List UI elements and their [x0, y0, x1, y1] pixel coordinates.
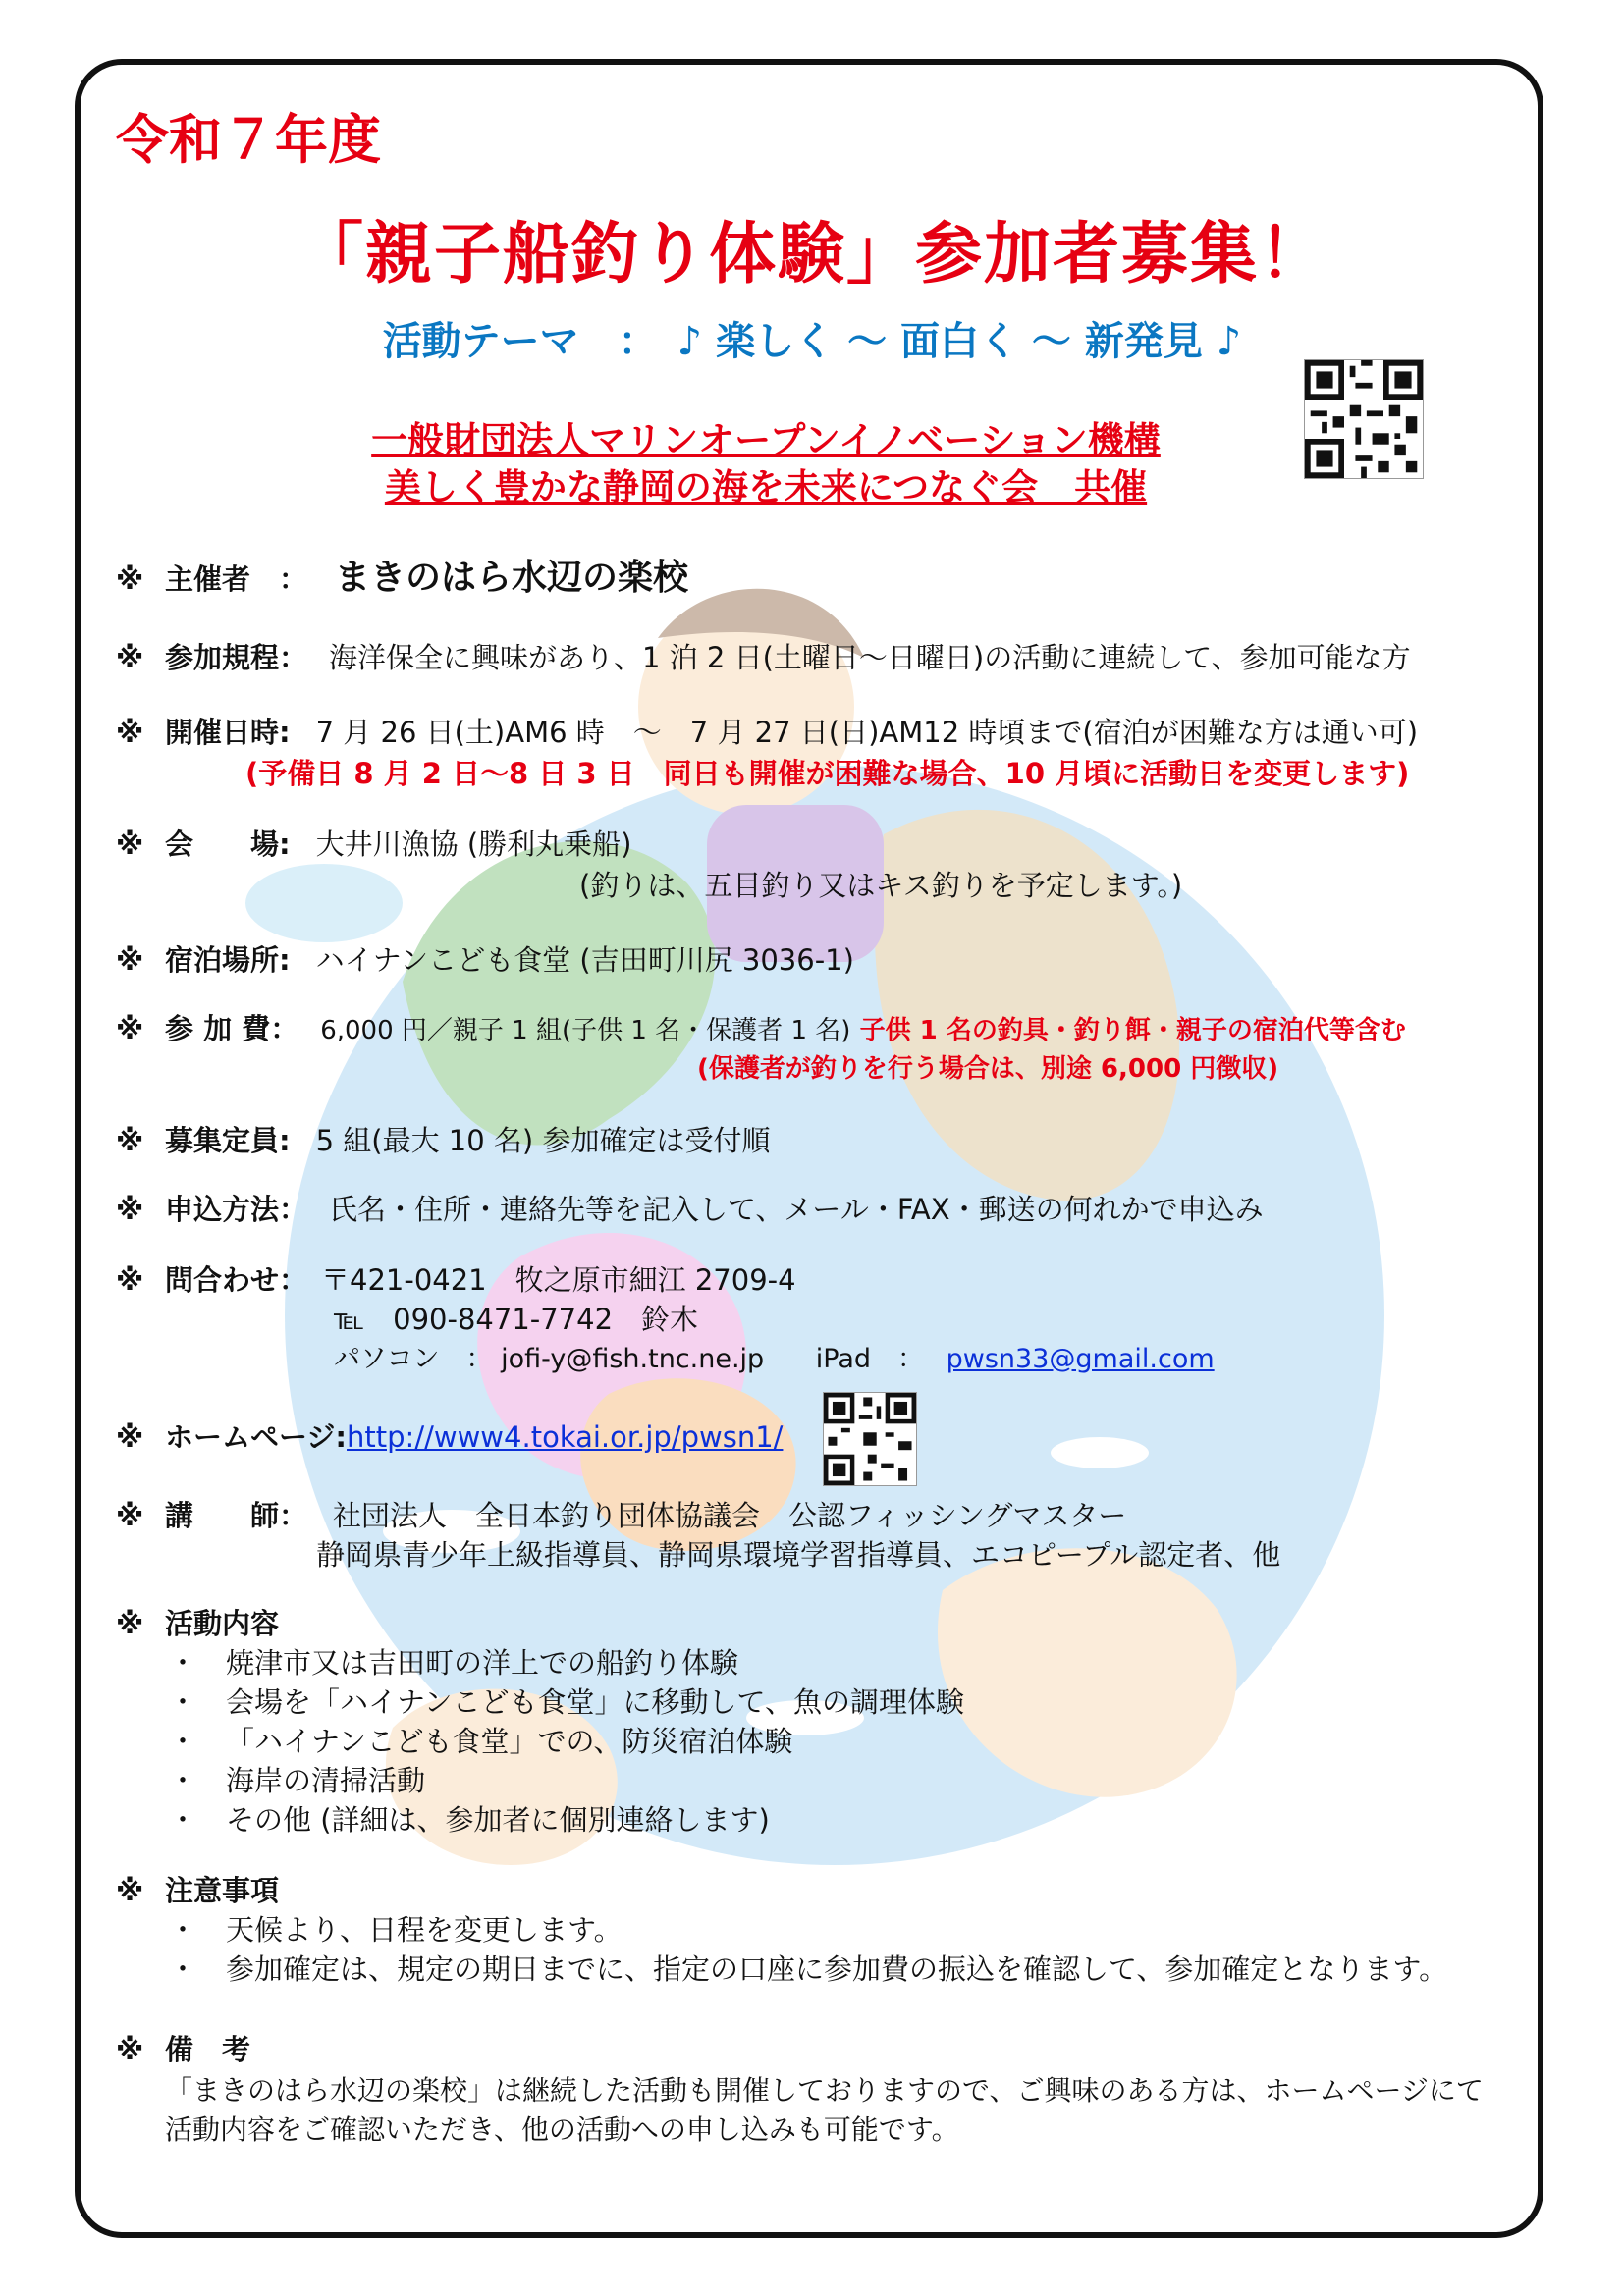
- venue-value: 大井川漁協 (勝利丸乗船): [315, 828, 632, 861]
- contact-address: 〒421-0421 牧之原市細江 2709-4: [321, 1263, 796, 1297]
- lodging-value: ハイナンこども食堂 (吉田町川尻 3036-1): [315, 943, 854, 977]
- homepage-link[interactable]: http://www4.tokai.or.jp/pwsn1/: [347, 1420, 784, 1454]
- requirement-label: 参加規程：: [165, 641, 308, 674]
- cautions-label: 注意事項: [165, 1874, 280, 1907]
- pc-email[interactable]: jofi-y@fish.tnc.ne.jp: [501, 1344, 765, 1374]
- homepage-row: ※ ホームページ:http://www4.tokai.or.jp/pwsn1/: [116, 1420, 784, 1454]
- capacity-row: ※ 募集定員: 5 組(最大 10 名) 参加確定は受付順: [116, 1124, 771, 1157]
- activity-item: ・ その他 (詳細は、参加者に個別連絡します): [168, 1803, 770, 1837]
- fee-value: 6,000 円／親子 1 組(子供 1 名・保護者 1 名): [320, 1016, 851, 1045]
- venue-row: ※ 会 場: 大井川漁協 (勝利丸乗船): [116, 828, 632, 861]
- schedule-value: 7 月 26 日(土)AM6 時 ～ 7 月 27 日(日)AM12 時頃まで(宿泊が困難な方は通い可): [315, 716, 1419, 749]
- requirement-value: 海洋保全に興味があり、1 泊 2 日(土曜日～日曜日)の活動に連続して、参加可能な方: [329, 641, 1411, 674]
- fee-row: ※ 参 加 費： 6,000 円／親子 1 組(子供 1 名・保護者 1 名) 子供 1 名の釣具・釣り餌・親子の宿泊代等含む: [116, 1012, 1406, 1045]
- remarks-line2: 活動内容をご確認いただき、他の活動への申し込みも可能です。: [165, 2113, 959, 2146]
- pc-label: パソコン ：: [334, 1344, 493, 1374]
- contact-label: 問合わせ：: [165, 1263, 308, 1297]
- contact-email-row: [334, 1337, 1215, 1375]
- fee-note-inline: 子供 1 名の釣具・釣り餌・親子の宿泊代等含む: [859, 1016, 1406, 1045]
- instructor-label: 講 師：: [165, 1499, 308, 1532]
- contact-tel: ℡ 090-8471-7742 鈴木: [334, 1303, 699, 1336]
- lodging-label: 宿泊場所:: [165, 943, 291, 977]
- co-host-org-2: 美しく豊かな静岡の海を未来につなぐ会 共催: [384, 466, 1148, 508]
- lodging-row: ※ 宿泊場所: ハイナンこども食堂 (吉田町川尻 3036-1): [116, 943, 854, 977]
- instructor-line1: 社団法人 全日本釣り団体協議会 公認フィッシングマスター: [333, 1499, 1127, 1532]
- apply-value: 氏名・住所・連絡先等を記入して、メール・FAX・郵送の何れかで申込み: [329, 1193, 1264, 1226]
- fee-label: 参 加 費：: [165, 1012, 299, 1045]
- activity-item: ・ 「ハイナンこども食堂」での、防災宿泊体験: [168, 1725, 793, 1758]
- venue-label: 会 場:: [165, 828, 291, 861]
- fiscal-year: 令和７年度: [116, 109, 381, 171]
- activity-theme: 活動テーマ ： ♪ 楽しく ～ 面白く ～ 新発見 ♪: [382, 319, 1242, 364]
- instructor-line2: 静岡県青少年上級指導員、静岡県環境学習指導員、エコピープル認定者、他: [316, 1538, 1281, 1572]
- caution-item: ・ 参加確定は、規定の期日までに、指定の口座に参加費の振込を確認して、参加確定となります。: [168, 1952, 1448, 1986]
- qr-code-icon: [1304, 359, 1424, 479]
- schedule-label: 開催日時:: [165, 716, 291, 749]
- host-value: まきのはら水辺の楽校: [335, 558, 689, 598]
- remarks-label: 備 考: [165, 2033, 251, 2066]
- activity-item: ・ 会場を「ハイナンこども食堂」に移動して、魚の調理体験: [168, 1685, 964, 1719]
- host-label: 主催者 ：: [165, 562, 308, 596]
- schedule-row: ※ 開催日時: 7 月 26 日(土)AM6 時 ～ 7 月 27 日(日)AM12 時頃まで(宿泊が困難な方は通い可): [116, 716, 1419, 749]
- remarks-heading: ※ 備 考: [116, 2033, 251, 2066]
- cautions-heading: ※ 注意事項: [116, 1874, 280, 1907]
- capacity-label: 募集定員:: [165, 1124, 291, 1157]
- homepage-qr-code-icon: [823, 1392, 917, 1486]
- co-host-org-1: 一般財団法人マリンオープンイノベーション機構: [371, 419, 1161, 461]
- contact-row: ※ 問合わせ： 〒421-0421 牧之原市細江 2709-4: [116, 1263, 796, 1297]
- fee-note-line2: (保護者が釣りを行う場合は、別途 6,000 円徴収): [697, 1054, 1279, 1084]
- activity-item: ・ 焼津市又は吉田町の洋上での船釣り体験: [168, 1646, 739, 1680]
- remarks-line1: 「まきのはら水辺の楽校」は継続した活動も開催しておりますので、ご興味のある方は、ホームページにて: [165, 2074, 1484, 2107]
- page-title: 「親子船釣り体験」参加者募集！: [296, 216, 1327, 294]
- caution-item: ・ 天候より、日程を変更します。: [168, 1913, 623, 1947]
- instructor-row: ※ 講 師： 社団法人 全日本釣り団体協議会 公認フィッシングマスター: [116, 1499, 1127, 1532]
- venue-note: (釣りは、五目釣り又はキス釣りを予定します。): [579, 869, 1183, 902]
- activity-item: ・ 海岸の清掃活動: [168, 1764, 426, 1797]
- capacity-value: 5 組(最大 10 名) 参加確定は受付順: [315, 1124, 771, 1157]
- requirement-row: ※ 参加規程： 海洋保全に興味があり、1 泊 2 日(土曜日～日曜日)の活動に連続して、参加可能な方: [116, 641, 1411, 674]
- homepage-label: ホームページ:: [165, 1420, 348, 1454]
- host-row: ※ 主催者 ： まきのはら水辺の楽校: [116, 558, 689, 598]
- activities-heading: ※ 活動内容: [116, 1607, 280, 1640]
- apply-row: ※ 申込方法： 氏名・住所・連絡先等を記入して、メール・FAX・郵送の何れかで申込み: [116, 1193, 1264, 1226]
- activities-label: 活動内容: [165, 1607, 280, 1640]
- apply-label: 申込方法：: [165, 1193, 308, 1226]
- schedule-note: (予備日 8 月 2 日～8 日 3 日 同日も開催が困難な場合、10 月頃に活動日を変更します): [245, 757, 1410, 790]
- ipad-email-link[interactable]: pwsn33@gmail.com: [946, 1344, 1215, 1374]
- ipad-label: iPad ：: [815, 1344, 925, 1374]
